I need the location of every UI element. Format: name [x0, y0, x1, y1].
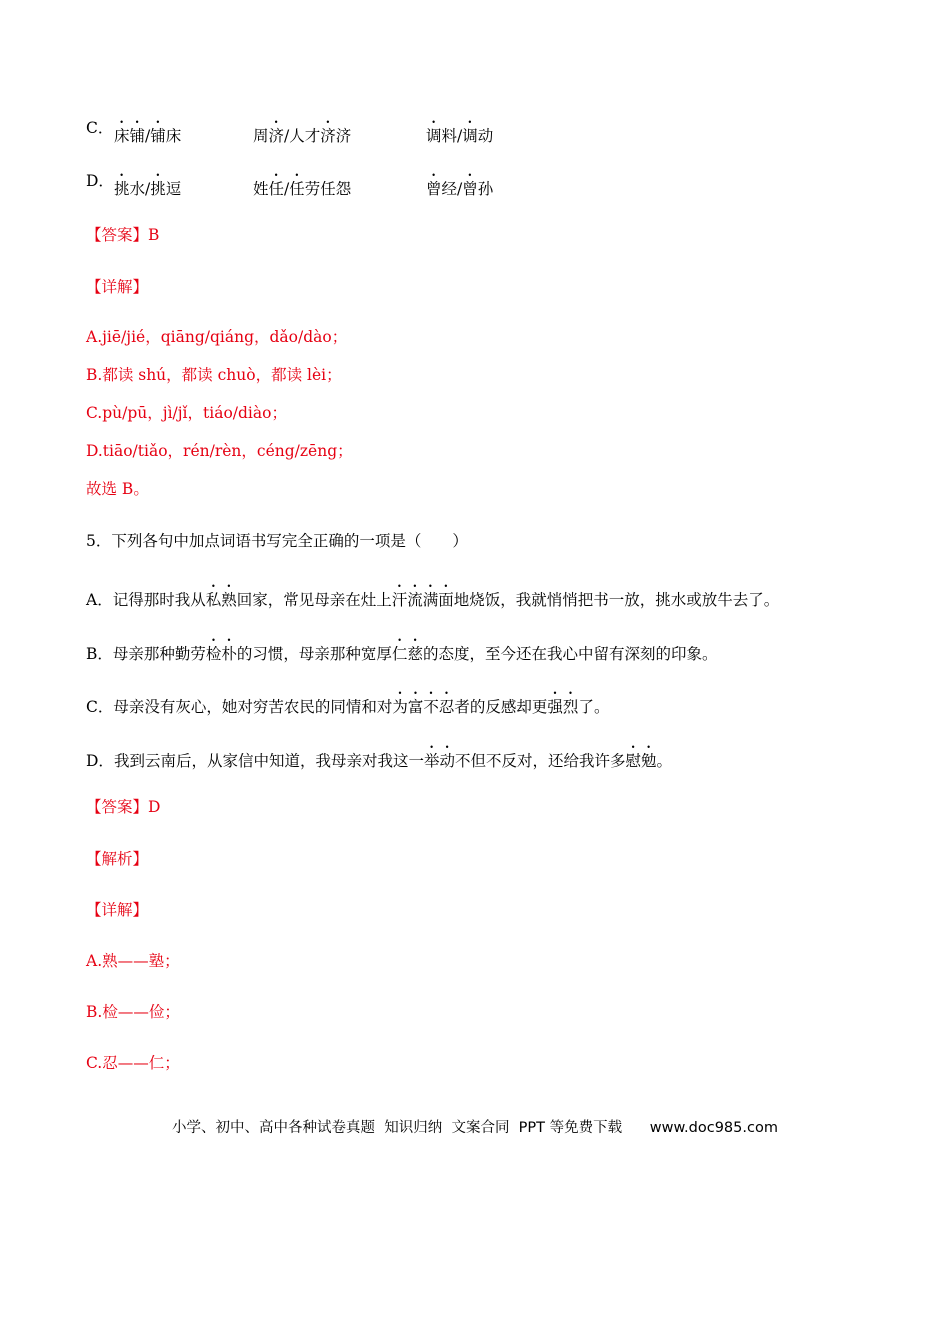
- dotted-text: 挑: [150, 180, 166, 198]
- q5-option-d: [86, 743, 672, 771]
- option-word-group: [114, 171, 181, 199]
- option-word-group: [253, 118, 351, 146]
- q5-detail-line-a: A.熟——塾；: [86, 952, 180, 970]
- plain-text: 的态度，至今还在我心中留有深刻的印象。: [422, 645, 718, 663]
- plain-text: 不但不反对，还给我许多: [454, 752, 626, 770]
- dotted-text: 私熟: [205, 591, 237, 609]
- plain-text: /: [284, 180, 290, 198]
- option-d-row: [86, 171, 586, 198]
- q4-detail-line-a: A.jiē/jié，qiāng/qiáng，dǎo/dào；: [86, 328, 348, 346]
- q5-analysis-heading: 【解析】: [86, 850, 149, 868]
- q4-detail-heading: 【详解】: [86, 278, 149, 296]
- plain-text: 床: [165, 127, 182, 145]
- dotted-text: 济: [268, 127, 285, 145]
- dotted-text: 济: [320, 127, 336, 145]
- q5-option-a: [86, 582, 779, 610]
- plain-text: 记得那时我从: [112, 591, 206, 609]
- option-word-group: [114, 118, 181, 146]
- dotted-text: 任: [289, 180, 305, 198]
- option-label: D．: [86, 752, 114, 770]
- plain-text: 济: [335, 127, 352, 145]
- dotted-text: 慰勉: [625, 752, 657, 770]
- q4-detail-line-d: D.tiāo/tiǎo，rén/rèn，céng/zēng；: [86, 442, 353, 460]
- option-label: A．: [86, 591, 113, 609]
- q4-detail-line-c: C.pù/pū，jì/jǐ，tiáo/diào；: [86, 404, 287, 422]
- q5-option-c: [86, 689, 609, 717]
- plain-text: 母亲那种勤劳: [112, 645, 206, 663]
- page-footer: [0, 1116, 950, 1137]
- option-c-row: [86, 118, 586, 145]
- option-word-group: [253, 171, 351, 199]
- plain-text: 劳任怨: [304, 180, 352, 198]
- footer-text: 小学、初中、高中各种试卷真题 知识归纳 文案合同 PPT 等免费下载: [172, 1120, 623, 1136]
- plain-text: 周: [253, 127, 269, 145]
- plain-text: 者的反感却更: [454, 698, 548, 716]
- q5-detail-line-c: C.忍——仁；: [86, 1054, 180, 1072]
- dotted-text: 曾: [462, 180, 478, 198]
- plain-text: 了。: [578, 698, 610, 716]
- q5-detail-heading: 【详解】: [86, 901, 149, 919]
- dotted-text: 为富不忍: [392, 698, 455, 716]
- plain-text: 经/: [441, 180, 463, 198]
- q4-conclusion: 故选 B。: [86, 480, 149, 498]
- plain-text: 水/: [129, 180, 151, 198]
- dotted-text: 挑: [114, 180, 130, 198]
- q5-question: 5．下列各句中加点词语书写完全正确的一项是（ ）: [86, 532, 468, 550]
- option-word-group: [426, 171, 493, 199]
- dotted-text: 任: [268, 180, 285, 198]
- plain-text: 我到云南后，从家信中知道，我母亲对我这一: [113, 752, 424, 770]
- option-label: D．: [86, 172, 114, 190]
- plain-text: 逗: [165, 180, 182, 198]
- option-label: C．: [86, 119, 114, 137]
- dotted-text: 仁慈: [391, 645, 423, 663]
- option-word-group: [426, 118, 493, 146]
- plain-text: 料/: [441, 127, 463, 145]
- plain-text: 动: [477, 127, 494, 145]
- option-label: B．: [86, 645, 113, 663]
- plain-text: 母亲没有灰心，她对穷苦农民的同情和对: [113, 698, 393, 716]
- plain-text: /人才: [284, 127, 321, 145]
- dotted-text: 举动: [423, 752, 455, 770]
- dotted-text: 检朴: [205, 645, 237, 663]
- dotted-text: 调: [426, 127, 442, 145]
- q5-detail-line-b: B.检——俭；: [86, 1003, 180, 1021]
- q4-answer: 【答案】B: [86, 226, 160, 244]
- dotted-text: 铺: [150, 127, 166, 145]
- q4-detail-line-b: B.都读 shú，都读 chuò，都读 lèi；: [86, 366, 342, 384]
- plain-text: 回家，常见母亲在灶上: [236, 591, 392, 609]
- q5-answer: 【答案】D: [86, 798, 161, 816]
- q5-option-b: [86, 636, 717, 664]
- plain-text: 地烧饭，我就悄悄把书一放，挑水或放牛去了。: [453, 591, 780, 609]
- dotted-text: 曾: [426, 180, 442, 198]
- plain-text: 姓: [253, 180, 269, 198]
- dotted-text: 调: [462, 127, 478, 145]
- dotted-text: 强烈: [547, 698, 579, 716]
- option-label: C．: [86, 698, 114, 716]
- plain-text: 的习惯，母亲那种宽厚: [236, 645, 392, 663]
- footer-url[interactable]: www.doc985.com: [649, 1120, 778, 1136]
- dotted-text: 汗流满面: [391, 591, 454, 609]
- plain-text: /: [145, 127, 151, 145]
- plain-text: 孙: [477, 180, 494, 198]
- dotted-text: 床铺: [114, 127, 146, 145]
- plain-text: 。: [656, 752, 673, 770]
